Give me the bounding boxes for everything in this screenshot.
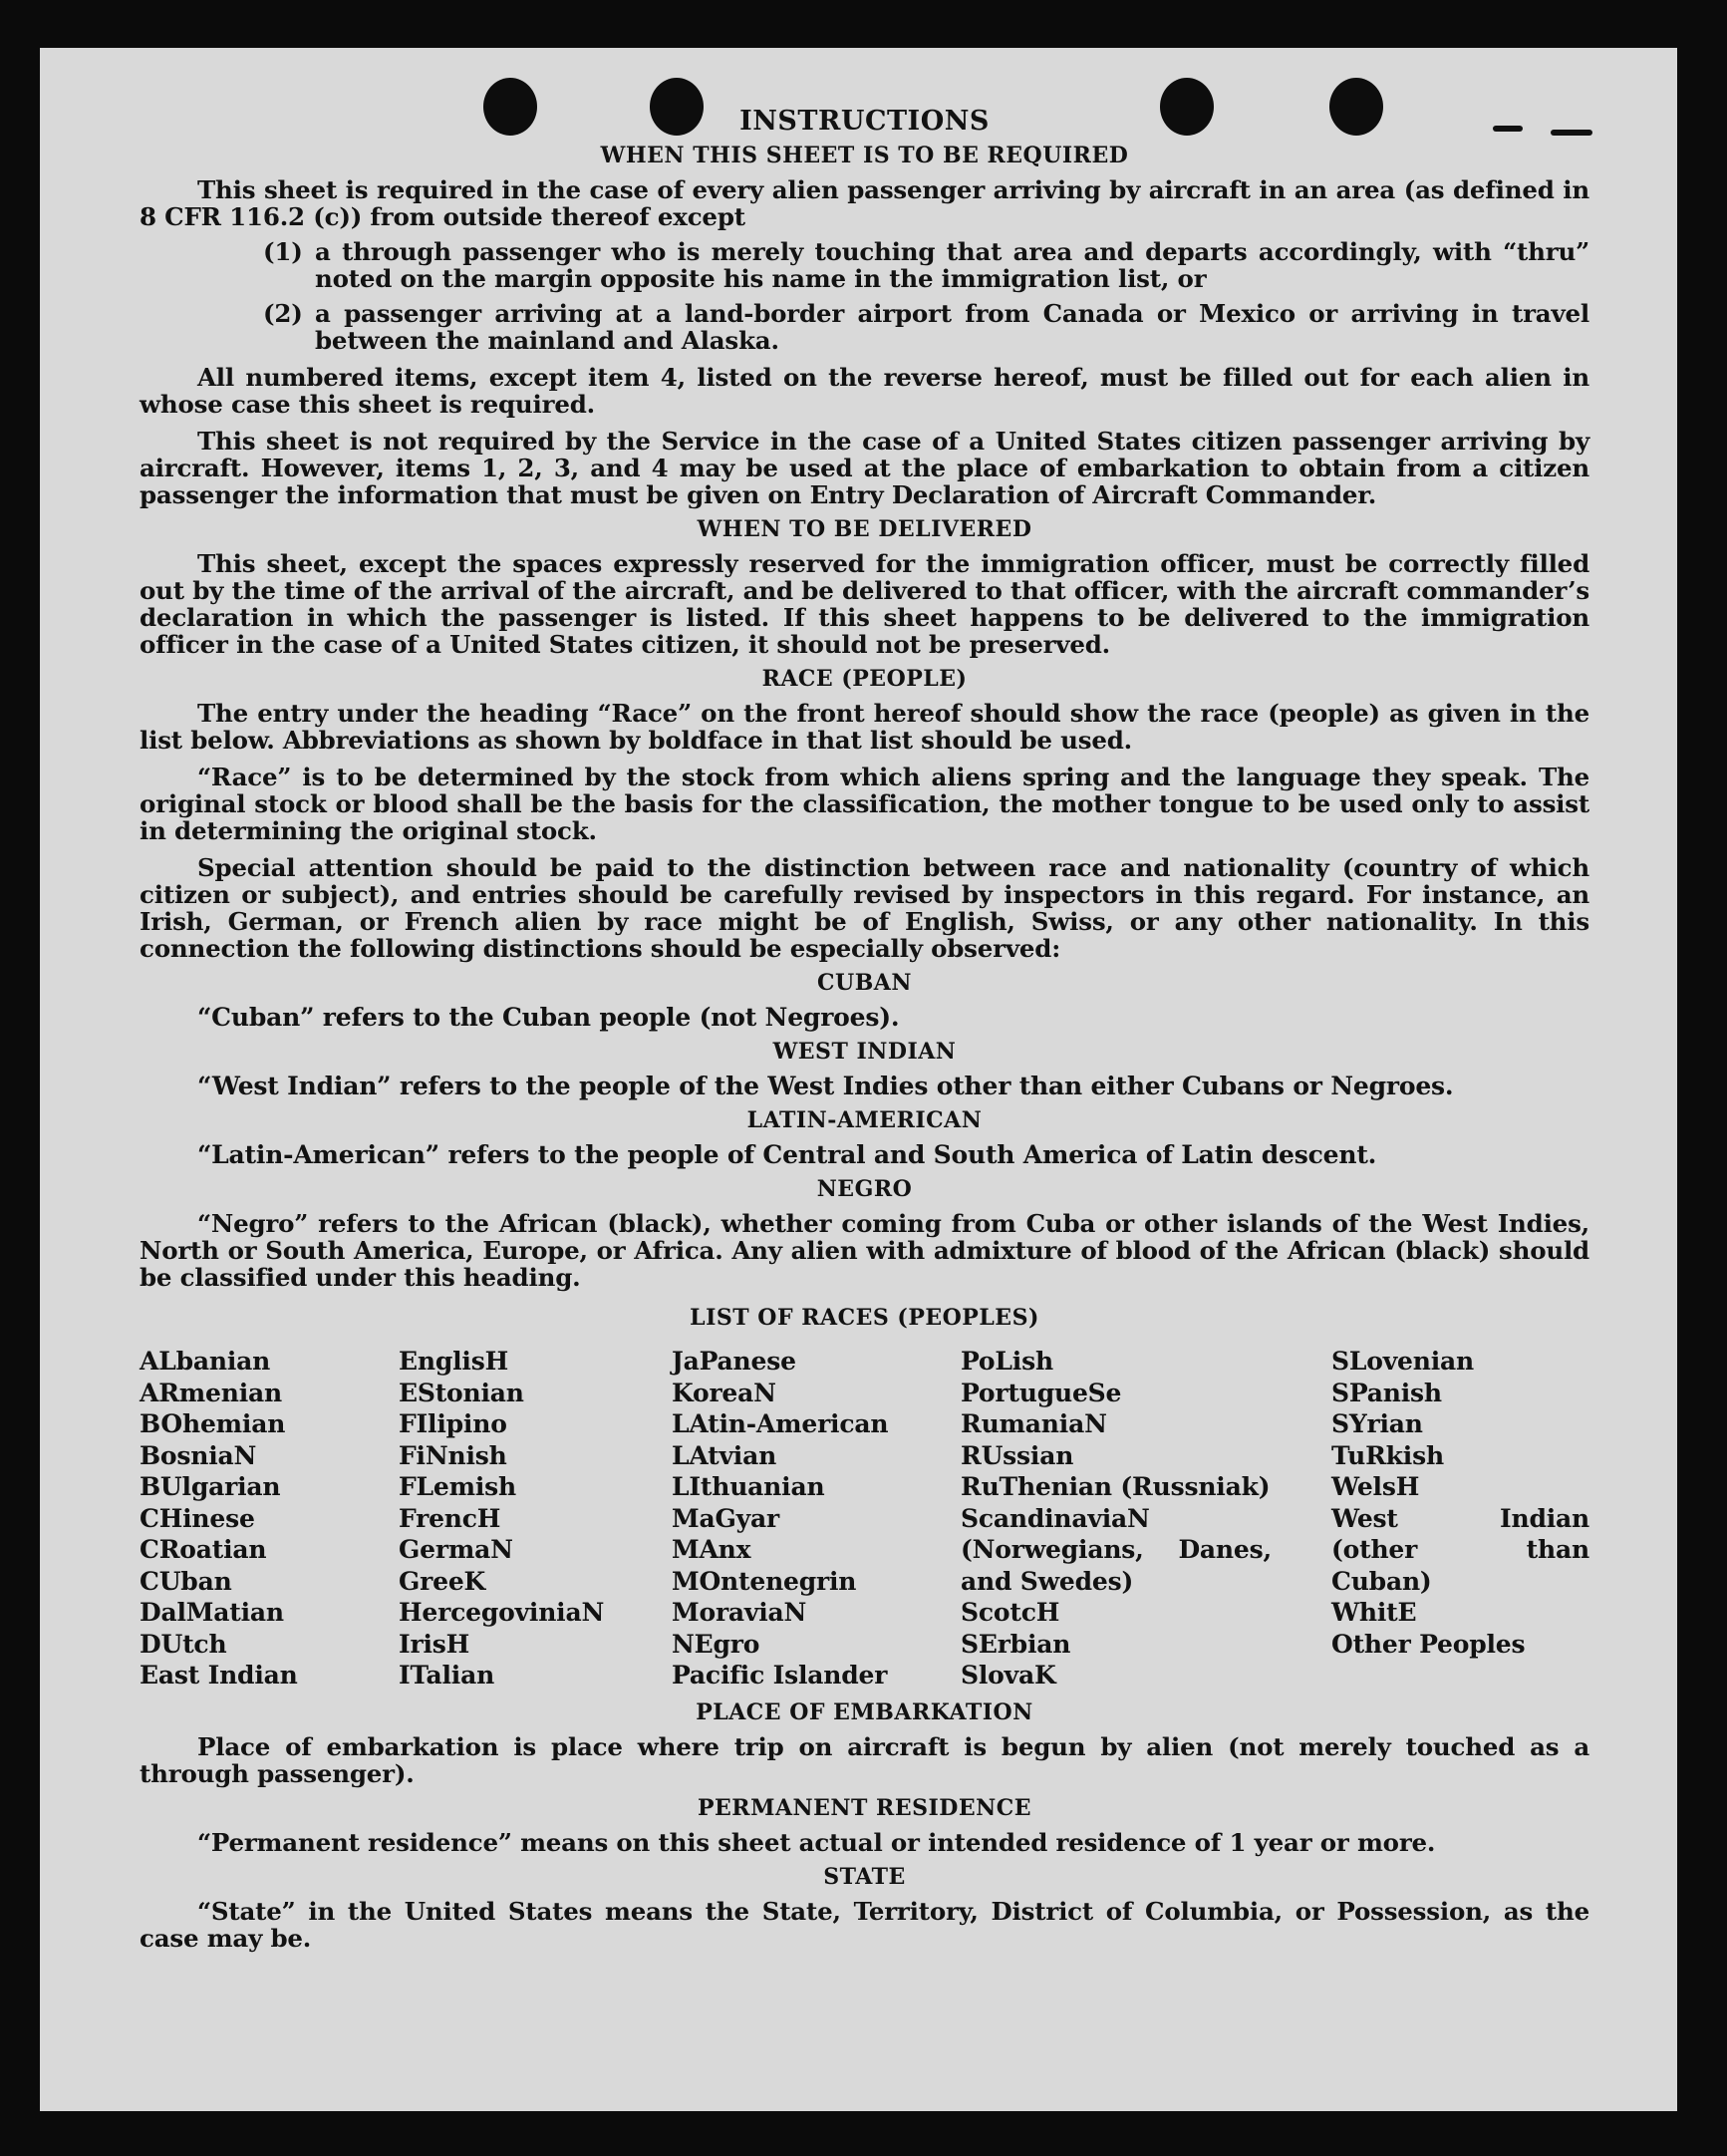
races-column <box>961 1346 1331 1692</box>
race-entry: RUssian <box>961 1440 1074 1470</box>
race-entry: TuRkish <box>1331 1440 1444 1470</box>
definition: “Cuban” refers to the Cuban people (not Negroes). <box>197 1003 900 1032</box>
race-entry: SLovenian <box>1331 1347 1474 1376</box>
race-entry: WhitE <box>1331 1598 1417 1627</box>
race-entry: WelsH <box>1331 1472 1420 1501</box>
section-heading: LATIN-AMERICAN <box>746 1107 983 1133</box>
paragraph: “Permanent residence” means on this sheet actual or intended residence of 1 year or more. <box>197 1827 1436 1857</box>
race-entry: MAnx <box>672 1535 751 1564</box>
race-entry: SlovaK <box>961 1661 1056 1690</box>
paragraph: All numbered items, except item 4, listed on the reverse hereof, must be filled out for each alien in whose case this sheet is required. <box>140 363 1589 419</box>
section-heading: WEST INDIAN <box>772 1039 957 1065</box>
race-entry: CUban <box>140 1566 232 1596</box>
paragraph: This sheet, except the spaces expressly reserved for the immigration officer, must be correctly filled out by the time of the arrival of the aircraft, and be delivered to that officer, with the aircraft commander’s declaration in which the passenger is listed. If this sheet happens to be delivered to the immigration officer in the case of a United States citizen, it should not be preserved. <box>140 549 1589 659</box>
paragraph: Place of embarkation is place where trip on aircraft is begun by alien (not merely touched as a through passenger). <box>140 1731 1589 1788</box>
race-entry: BUlgarian <box>140 1472 281 1501</box>
section-heading: PLACE OF EMBARKATION <box>696 1698 1033 1725</box>
race-entry: East Indian <box>140 1661 298 1690</box>
page-title: INSTRUCTIONS <box>739 106 990 137</box>
race-entry: CRoatian <box>140 1535 267 1564</box>
race-entry: West Indian (other than Cuban) <box>1331 1503 1589 1596</box>
race-entry: NEgro <box>672 1629 760 1659</box>
section-heading: RACE (PEOPLE) <box>761 666 968 692</box>
race-entry: EnglisH <box>399 1347 509 1376</box>
race-entry: BosniaN <box>140 1440 257 1470</box>
section-heading: WHEN THIS SHEET IS TO BE REQUIRED <box>600 143 1129 168</box>
race-entry: RumaniaN <box>961 1409 1107 1438</box>
race-entry: LIthuanian <box>672 1472 825 1501</box>
races-table <box>140 1346 1589 1692</box>
race-entry: SErbian <box>961 1629 1071 1659</box>
race-entry: ScotcH <box>961 1598 1060 1627</box>
item-number: (1) <box>263 237 303 266</box>
section-heading: NEGRO <box>816 1176 913 1202</box>
paragraph: The entry under the heading “Race” on the front hereof should show the race (people) as given in the list below. Abbreviations as shown by boldface in that list should be used. <box>140 699 1589 755</box>
race-entry: FLemish <box>399 1472 517 1501</box>
race-entry: GreeK <box>399 1566 486 1596</box>
paragraph: “Race” is to be determined by the stock from which aliens spring and the language they speak. The original stock or blood shall be the basis for the classification, the mother tongue to be used only to assist in determining the original stock. <box>140 763 1589 845</box>
race-entry: FiNnish <box>399 1440 507 1470</box>
races-column <box>672 1346 961 1692</box>
race-entry: FIlipino <box>399 1409 507 1438</box>
race-entry: ALbanian <box>140 1347 271 1376</box>
paragraph: This sheet is not required by the Service in the case of a United States citizen passenger arriving by aircraft. However, items 1, 2, 3, and 4 may be used at the place of embarkation to obtain from a citizen passenger the information that must be given on Entry Declaration of Aircraft Commander. <box>140 427 1589 509</box>
race-entry: ScandinaviaN (Norwegians, Danes, and Swedes) <box>961 1503 1272 1596</box>
races-column <box>1331 1346 1589 1692</box>
races-column <box>399 1346 672 1692</box>
instructions-body <box>140 108 1589 1952</box>
race-entry: EStonian <box>399 1378 524 1407</box>
race-entry: JaPanese <box>672 1347 796 1376</box>
item-text: a through passenger who is merely touching that area and departs accordingly, with “thru” noted on the margin opposite his name in the immigration list, or <box>315 237 1589 293</box>
definition: “West Indian” refers to the people of the West Indies other than either Cubans or Negroes. <box>197 1072 1454 1100</box>
race-entry: SPanish <box>1331 1378 1442 1407</box>
races-column <box>140 1346 399 1692</box>
race-entry: LAtvian <box>672 1440 777 1470</box>
paragraph: “State” in the United States means the State, Territory, District of Columbia, or Possession, as the case may be. <box>140 1896 1589 1953</box>
race-entry: ARmenian <box>140 1378 282 1407</box>
paragraph: Special attention should be paid to the distinction between race and nationality (country of which citizen or subject), and entries should be carefully revised by inspectors in this regard. For instance, an Irish, German, or French alien by race might be of English, Swiss, or any other nationality. In this connection the following distinctions should be especially observed: <box>140 853 1589 963</box>
race-entry: LAtin-American <box>672 1409 889 1438</box>
race-entry: DalMatian <box>140 1598 284 1627</box>
item-text: a passenger arriving at a land-border airport from Canada or Mexico or arriving in travel between the mainland and Alaska. <box>315 299 1589 355</box>
race-entry: CHinese <box>140 1503 255 1533</box>
document-page <box>40 48 1677 2111</box>
race-entry: RuThenian (Russniak) <box>961 1472 1271 1501</box>
race-entry: SYrian <box>1331 1409 1423 1438</box>
item-number: (2) <box>263 299 303 328</box>
list-item <box>140 238 1589 292</box>
race-entry: IrisH <box>399 1629 470 1659</box>
race-entry: FrencH <box>399 1503 501 1533</box>
definition: “Latin-American” refers to the people of Central and South America of Latin descent. <box>197 1140 1377 1169</box>
race-entry: KoreaN <box>672 1378 776 1407</box>
race-entry: DUtch <box>140 1629 227 1659</box>
race-entry: MOntenegrin <box>672 1566 857 1596</box>
section-heading: LIST OF RACES (PEOPLES) <box>690 1305 1039 1331</box>
section-heading: CUBAN <box>817 970 912 996</box>
race-entry: GermaN <box>399 1535 513 1564</box>
paragraph: This sheet is required in the case of every alien passenger arriving by aircraft in an area (as defined in 8 CFR 116.2 (c)) from outside thereof except <box>140 175 1589 231</box>
section-heading: STATE <box>823 1863 906 1890</box>
race-entry: HercegoviniaN <box>399 1598 605 1627</box>
race-entry: Other Peoples <box>1331 1629 1526 1659</box>
section-heading: PERMANENT RESIDENCE <box>698 1794 1031 1821</box>
race-entry: PoLish <box>961 1347 1053 1376</box>
race-entry: PortugueSe <box>961 1378 1122 1407</box>
section-heading: WHEN TO BE DELIVERED <box>697 516 1032 542</box>
race-entry: MaGyar <box>672 1503 779 1533</box>
paragraph: “Negro” refers to the African (black), whether coming from Cuba or other islands of the West Indies, North or South America, Europe, or Africa. Any alien with admixture of blood of the African (black) should be classified under this heading. <box>140 1209 1589 1292</box>
race-entry: BOhemian <box>140 1409 286 1438</box>
list-item <box>140 300 1589 354</box>
race-entry: ITalian <box>399 1661 495 1690</box>
race-entry: Pacific Islander <box>672 1661 888 1690</box>
race-entry: MoraviaN <box>672 1598 807 1627</box>
